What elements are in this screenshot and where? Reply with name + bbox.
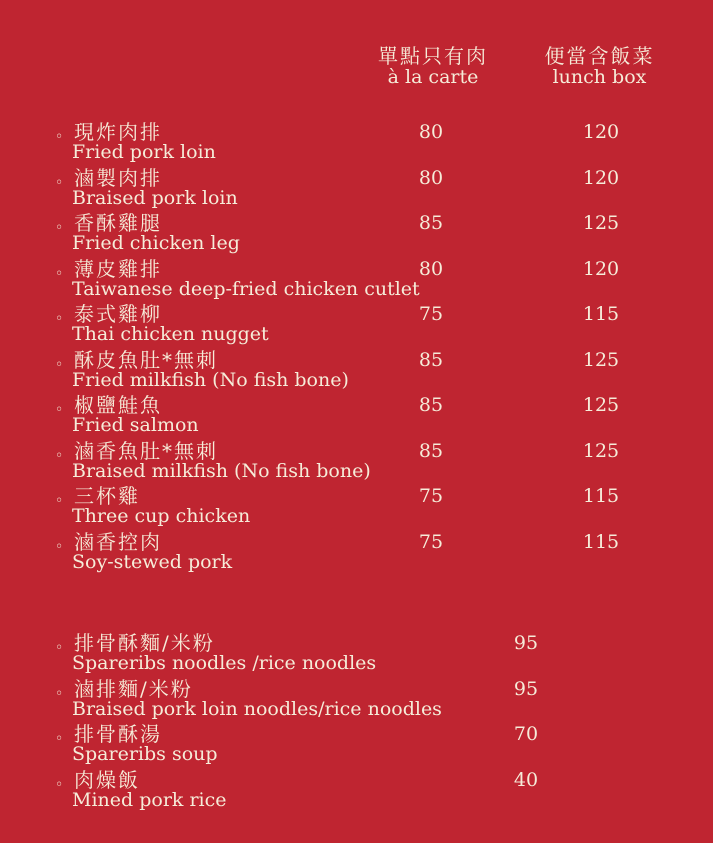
- noodle-item: [55, 722, 685, 773]
- lunchbox-price: 115: [582, 531, 620, 553]
- item-name-en: Three cup chicken: [72, 505, 251, 527]
- lunchbox-column-header: [532, 46, 667, 87]
- item-price: 95: [513, 632, 539, 654]
- lunchbox-price: 120: [582, 258, 620, 280]
- bullet-icon: ◦: [55, 539, 64, 555]
- item-name-en: Thai chicken nugget: [72, 323, 269, 345]
- lunchbox-price: 125: [582, 212, 620, 234]
- item-name-en: Spareribs noodles /rice noodles: [72, 652, 377, 674]
- alacarte-price: 80: [418, 167, 444, 189]
- bullet-icon: ◦: [55, 266, 64, 282]
- alacarte-price: 75: [418, 485, 444, 507]
- item-name-zh: 薄皮雞排: [74, 257, 162, 281]
- item-name-en: Fried milkfish (No fish bone): [72, 369, 349, 391]
- lunchbox-price: 125: [582, 394, 620, 416]
- item-name-en: Taiwanese deep-fried chicken cutlet: [72, 278, 420, 300]
- item-name-zh: 現炸肉排: [74, 120, 162, 144]
- bullet-icon: ◦: [55, 448, 64, 464]
- bullet-icon: ◦: [55, 686, 64, 702]
- alacarte-price: 85: [418, 440, 444, 462]
- menu-item: [55, 530, 685, 581]
- bullet-icon: ◦: [55, 777, 64, 793]
- item-name-en: Braised pork loin: [72, 187, 238, 209]
- item-name-zh: 滷排麵/米粉: [74, 677, 193, 701]
- alacarte-column-header: [368, 46, 498, 87]
- item-price: 70: [513, 723, 539, 745]
- alacarte-price: 75: [418, 303, 444, 325]
- menu-header: [0, 46, 713, 94]
- bullet-icon: ◦: [55, 493, 64, 509]
- item-name-en: Spareribs soup: [72, 743, 218, 765]
- item-name-en: Soy-stewed pork: [72, 551, 233, 573]
- item-name-zh: 排骨酥麵/米粉: [74, 631, 215, 655]
- bullet-icon: ◦: [55, 731, 64, 747]
- item-name-en: Fried pork loin: [72, 141, 216, 163]
- bullet-icon: ◦: [55, 640, 64, 656]
- lunchbox-header-zh: 便當含飯菜: [544, 44, 655, 68]
- item-name-zh: 酥皮魚肚*無刺: [74, 348, 218, 372]
- bullet-icon: ◦: [55, 175, 64, 191]
- bullet-icon: ◦: [55, 402, 64, 418]
- lunchbox-price: 120: [582, 167, 620, 189]
- noodle-item: [55, 768, 685, 819]
- alacarte-header-zh: 單點只有肉: [378, 44, 488, 68]
- lunchbox-price: 125: [582, 349, 620, 371]
- alacarte-price: 75: [418, 531, 444, 553]
- item-name-zh: 滷香控肉: [74, 530, 162, 554]
- alacarte-price: 80: [418, 258, 444, 280]
- alacarte-price: 85: [418, 394, 444, 416]
- alacarte-price: 85: [418, 349, 444, 371]
- item-name-zh: 排骨酥湯: [74, 722, 162, 746]
- bullet-icon: ◦: [55, 129, 64, 145]
- item-name-zh: 椒鹽鮭魚: [74, 393, 162, 417]
- item-price: 95: [513, 678, 539, 700]
- bullet-icon: ◦: [55, 357, 64, 373]
- item-name-en: Fried chicken leg: [72, 232, 240, 254]
- bullet-icon: ◦: [55, 220, 64, 236]
- bullet-icon: ◦: [55, 311, 64, 327]
- item-name-zh: 滷製肉排: [74, 166, 162, 190]
- item-name-en: Fried salmon: [72, 414, 199, 436]
- item-name-en: Mined pork rice: [72, 789, 227, 811]
- lunchbox-price: 120: [582, 121, 620, 143]
- alacarte-header-en: à la carte: [387, 66, 479, 88]
- lunchbox-price: 125: [582, 440, 620, 462]
- item-name-zh: 香酥雞腿: [74, 211, 162, 235]
- item-name-zh: 滷香魚肚*無刺: [74, 439, 218, 463]
- item-price: 40: [513, 769, 539, 791]
- lunchbox-price: 115: [582, 303, 620, 325]
- item-name-zh: 三杯雞: [74, 484, 140, 508]
- alacarte-price: 85: [418, 212, 444, 234]
- item-name-zh: 肉燥飯: [74, 768, 140, 792]
- item-name-zh: 泰式雞柳: [74, 302, 162, 326]
- lunchbox-price: 115: [582, 485, 620, 507]
- item-name-en: Braised milkfish (No fish bone): [72, 460, 371, 482]
- lunchbox-header-en: lunch box: [552, 66, 647, 88]
- alacarte-price: 80: [418, 121, 444, 143]
- item-name-en: Braised pork loin noodles/rice noodles: [72, 698, 442, 720]
